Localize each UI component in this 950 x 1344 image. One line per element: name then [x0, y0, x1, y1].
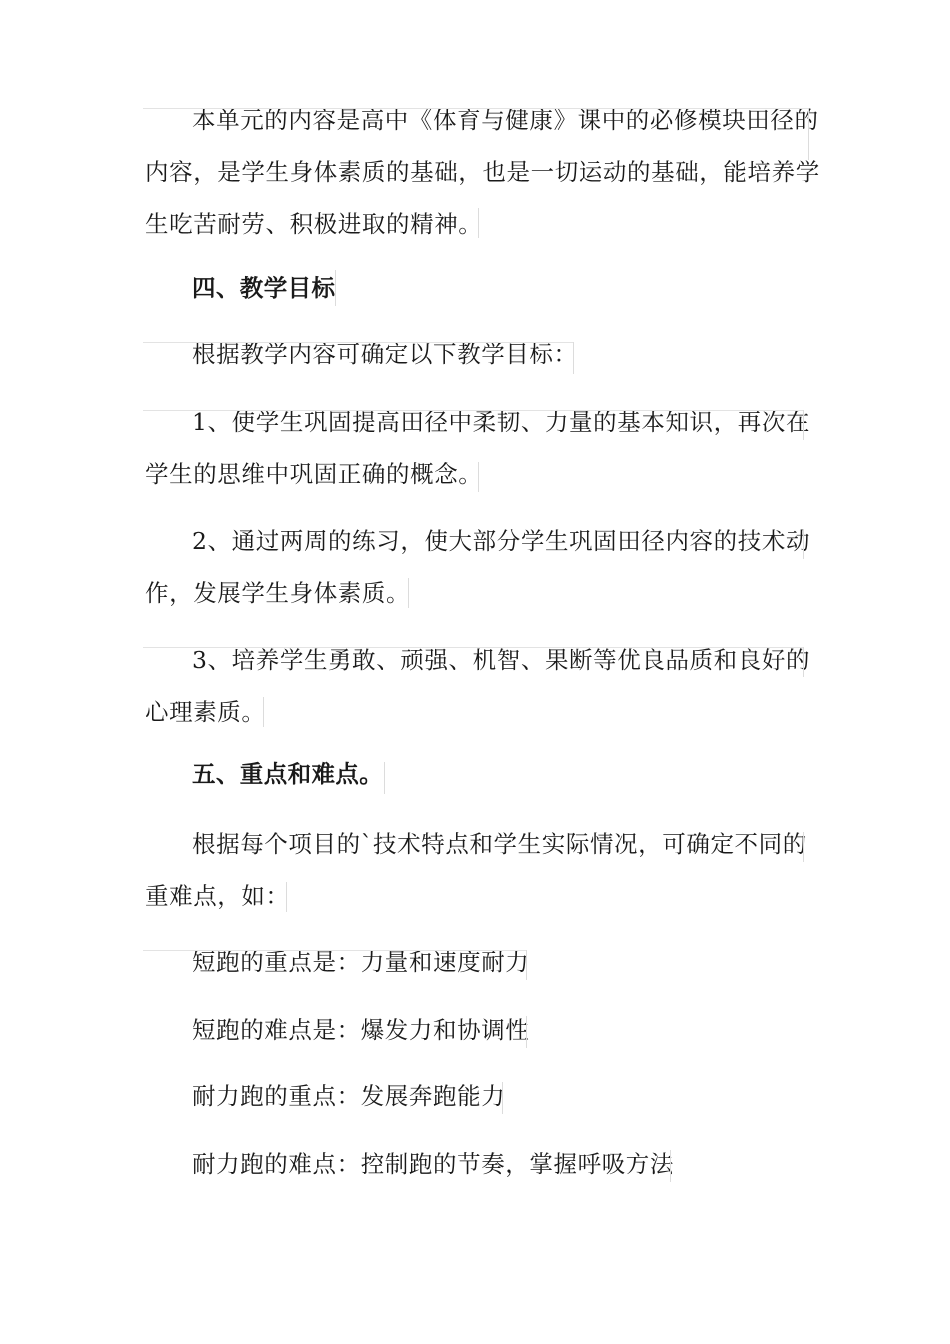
- frame-rule: [286, 882, 287, 912]
- section-heading-objectives: [145, 262, 810, 314]
- heading-line: 四、教学目标: [192, 274, 336, 302]
- frame-rule: [143, 108, 808, 109]
- frame-rule: [143, 647, 803, 648]
- paragraph-line: 短跑的难点是：爆发力和协调性: [192, 1016, 530, 1044]
- objective-item-3: [145, 634, 810, 738]
- frame-rule: [808, 108, 809, 160]
- frame-rule: [143, 410, 803, 411]
- heading-line: 五、重点和难点。: [192, 760, 384, 788]
- frame-rule: [478, 462, 479, 492]
- objective-item-2: [145, 515, 810, 619]
- paragraph-line: 耐力跑的难点：控制跑的节奏，掌握呼吸方法: [192, 1150, 674, 1178]
- section-heading-key-points: [145, 748, 810, 800]
- frame-rule: [803, 832, 804, 862]
- frame-rule: [384, 762, 385, 794]
- frame-rule: [526, 950, 527, 980]
- paragraph-line: 耐力跑的重点：发展奔跑能力: [192, 1082, 506, 1110]
- paragraph-line: 2、通过两周的练习，使大部分学生巩固田径内容的技术动: [192, 527, 811, 555]
- frame-rule: [143, 950, 526, 951]
- paragraph-line: 学生的思维中巩固正确的概念。: [145, 460, 483, 488]
- frame-rule: [803, 529, 804, 559]
- frame-rule: [670, 1150, 671, 1182]
- paragraph-line: 根据每个项目的`技术特点和学生实际情况，可确定不同的: [192, 830, 807, 858]
- paragraph-line: 生吃苦耐劳、积极进取的精神。: [145, 210, 483, 238]
- frame-rule: [803, 647, 804, 677]
- frame-rule: [263, 697, 264, 727]
- paragraph-line: 本单元的内容是高中《体育与健康》课中的必修模块田径的: [192, 106, 819, 134]
- frame-rule: [803, 410, 804, 440]
- paragraph-line: 重难点，如：: [145, 882, 290, 910]
- frame-rule: [502, 1082, 503, 1114]
- paragraph-line: 短跑的重点是：力量和速度耐力: [192, 948, 530, 976]
- sprint-key-point: [145, 936, 810, 988]
- paragraph-line: 作，发展学生身体素质。: [145, 579, 411, 607]
- frame-rule: [143, 342, 573, 343]
- paragraph-line: 心理素质。: [145, 698, 266, 726]
- endurance-key-point: [145, 1070, 810, 1122]
- paragraph-line: 内容，是学生身体素质的基础，也是一切运动的基础，能培养学: [145, 158, 820, 186]
- paragraph-line: 根据教学内容可确定以下教学目标：: [192, 340, 578, 368]
- paragraph-line: 1、使学生巩固提高田径中柔韧、力量的基本知识，再次在: [192, 408, 811, 436]
- objectives-intro: [145, 328, 810, 380]
- frame-rule: [526, 1016, 527, 1048]
- key-points-intro: [145, 818, 810, 922]
- frame-rule: [478, 208, 479, 238]
- sprint-difficulty: [145, 1004, 810, 1056]
- paragraph-line: 3、培养学生勇敢、顽强、机智、果断等优良品质和良好的: [192, 646, 811, 674]
- endurance-difficulty: [145, 1138, 810, 1190]
- frame-rule: [335, 270, 336, 306]
- frame-rule: [408, 578, 409, 608]
- frame-rule: [573, 342, 574, 374]
